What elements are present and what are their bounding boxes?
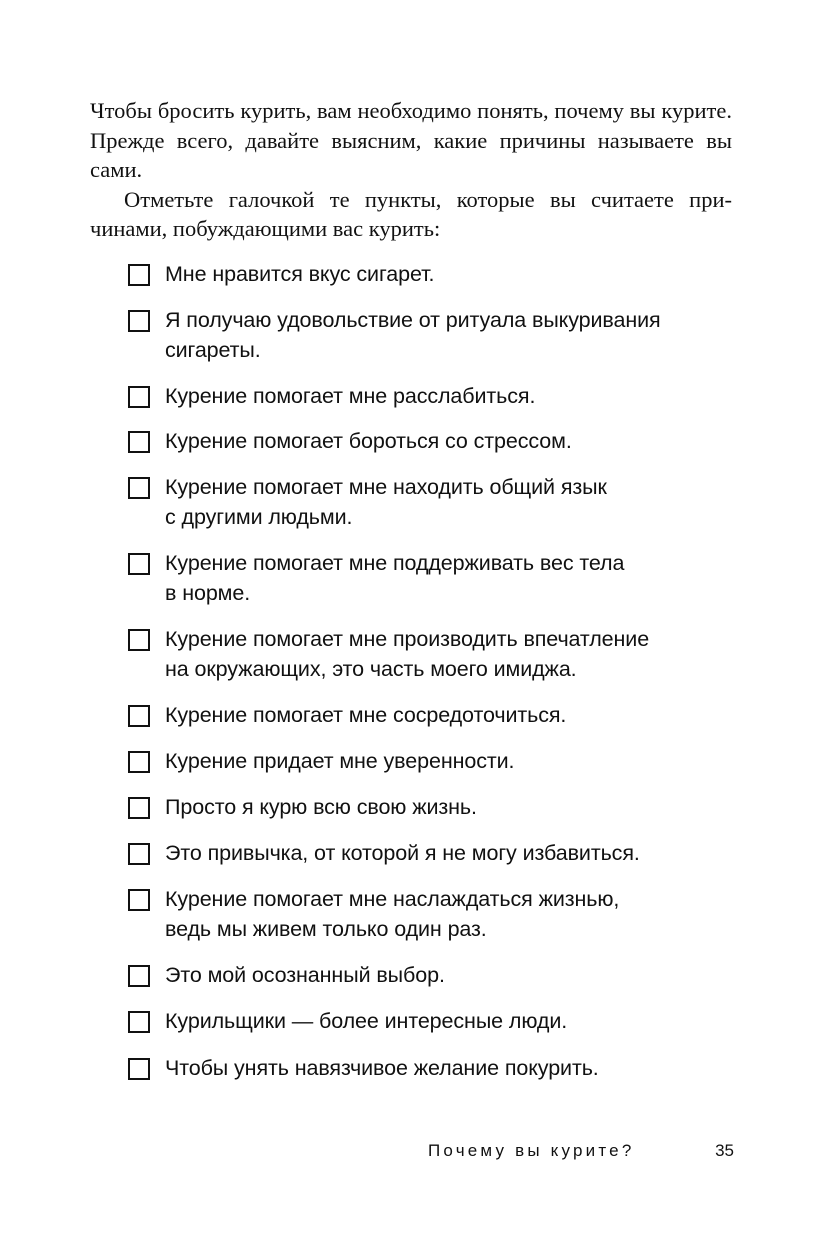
- checklist-item: [128, 797, 738, 823]
- checklist-item-label: Курение придает мне уверенности.: [165, 749, 515, 773]
- checklist-item-label: Это мой осознанный выбор.: [165, 963, 445, 987]
- checklist-item-label: Курение помогает мне расслабиться.: [165, 384, 536, 408]
- checklist-item-label: Чтобы унять навязчивое желание покурить.: [165, 1056, 599, 1080]
- checklist-item: [128, 1058, 738, 1084]
- checklist-item: [128, 751, 738, 777]
- checklist-item: [128, 889, 738, 944]
- checkbox[interactable]: [128, 1011, 150, 1033]
- checklist-item: [128, 264, 738, 290]
- checklist-item: [128, 310, 738, 365]
- checkbox[interactable]: [128, 751, 150, 773]
- checklist-item: [128, 431, 738, 457]
- checklist-item: [128, 965, 738, 991]
- checkbox[interactable]: [128, 843, 150, 865]
- checkbox[interactable]: [128, 553, 150, 575]
- checklist-item-label: Курение помогает мне наслаждаться жизнью, ведь мы живем только один раз.: [165, 887, 620, 941]
- checkbox[interactable]: [128, 889, 150, 911]
- checklist-item-label: Я получаю удовольствие от ритуала выкуривания сигареты.: [165, 308, 661, 362]
- checkbox[interactable]: [128, 386, 150, 408]
- checklist-item-label: Курение помогает бороться со стрессом.: [165, 429, 572, 453]
- checklist-item-label: Это привычка, от которой я не могу избавиться.: [165, 841, 640, 865]
- checklist-item: [128, 843, 738, 869]
- running-title: Почему вы курите?: [428, 1141, 635, 1160]
- checkbox[interactable]: [128, 310, 150, 332]
- checklist-item-label: Курильщики — более интересные люди.: [165, 1009, 568, 1033]
- checkbox[interactable]: [128, 965, 150, 987]
- checkbox[interactable]: [128, 705, 150, 727]
- checkbox[interactable]: [128, 431, 150, 453]
- checklist-item: [128, 629, 738, 684]
- checkbox[interactable]: [128, 797, 150, 819]
- checklist-item: [128, 386, 738, 412]
- checklist-item-label: Курение помогает мне поддерживать вес тела в норме.: [165, 551, 625, 605]
- intro-paragraph-1: Чтобы бросить курить, вам необходимо понять, почему вы курите. Прежде всего, давайте выясним, какие причины называете вы сами.: [90, 98, 732, 182]
- checklist-item: [128, 705, 738, 731]
- checklist-item-label: Курение помогает мне находить общий язык с другими людьми.: [165, 475, 607, 529]
- checkbox[interactable]: [128, 1058, 150, 1080]
- intro-paragraph-2: Отметьте галочкой те пункты, которые вы считаете при-чинами, побуждающими вас курить:: [90, 186, 732, 241]
- intro-text: [90, 96, 732, 244]
- checklist-item: [128, 1011, 738, 1037]
- checkbox[interactable]: [128, 477, 150, 499]
- checklist-item-label: Мне нравится вкус сигарет.: [165, 262, 435, 286]
- checkbox[interactable]: [128, 629, 150, 651]
- checklist-item: [128, 553, 738, 608]
- checkbox[interactable]: [128, 264, 150, 286]
- checklist-item-label: Курение помогает мне сосредоточиться.: [165, 703, 567, 727]
- checklist-item-label: Просто я курю всю свою жизнь.: [165, 795, 477, 819]
- page-number: 35: [715, 1141, 734, 1160]
- checklist-item-label: Курение помогает мне производить впечатление на окружающих, это часть моего имиджа.: [165, 627, 650, 681]
- checklist-item: [128, 477, 738, 532]
